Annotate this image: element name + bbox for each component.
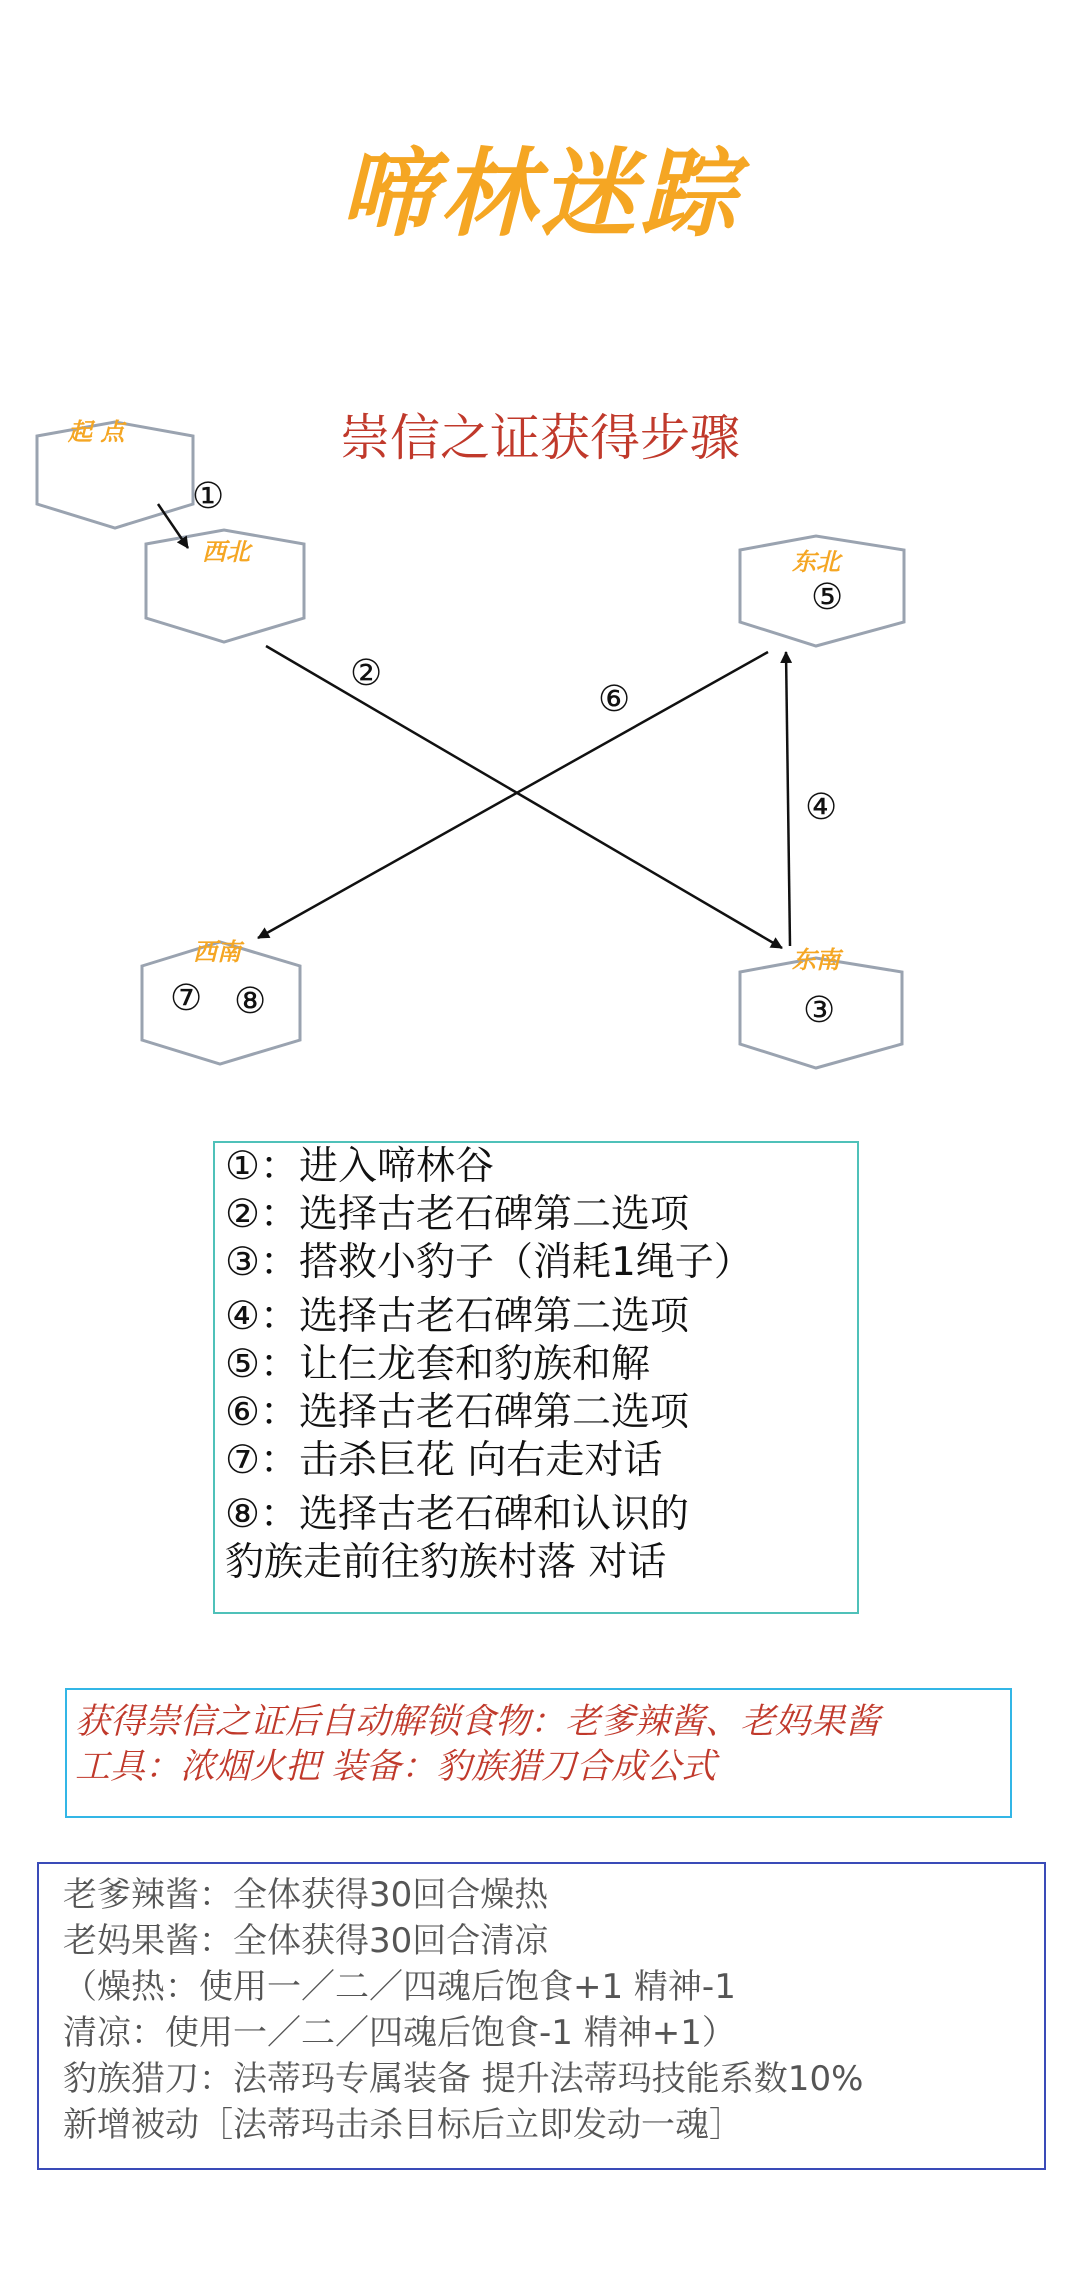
step-line-2: ②：选择古老石碑第二选项 <box>225 1192 689 1237</box>
step-line-4: ④：选择古老石碑第二选项 <box>225 1294 689 1339</box>
step-line-6: ⑥：选择古老石碑第二选项 <box>225 1390 689 1435</box>
effects-box <box>37 1862 1046 2170</box>
step-number-8: ⑧ <box>234 981 267 1022</box>
node-label-start: 起 点 <box>68 418 125 446</box>
effect-line-3: （燥热：使用一／二／四魂后饱食+1 精神-1 <box>63 1967 736 2007</box>
step-line-5: ⑤：让仨龙套和豹族和解 <box>225 1342 650 1387</box>
effect-line-5: 豹族猎刀：法蒂玛专属装备 提升法蒂玛技能系数10% <box>63 2059 864 2099</box>
effect-line-1: 老爹辣酱：全体获得30回合燥热 <box>63 1875 549 1915</box>
step-number-6: ⑥ <box>598 679 631 720</box>
step-line-8-cont: 豹族走前往豹族村落 对话 <box>225 1540 667 1585</box>
step-number-1: ① <box>192 476 225 517</box>
arrow-southeast-to-northeast <box>786 652 790 946</box>
arrow-northwest-to-southeast <box>266 646 782 948</box>
effect-line-2: 老妈果酱：全体获得30回合清凉 <box>63 1921 549 1961</box>
unlock-info-box <box>65 1688 1012 1818</box>
page-subtitle: 崇信之证获得步骤 <box>340 409 740 467</box>
step-number-5: ⑤ <box>811 577 844 618</box>
step-line-1: ①：进入啼林谷 <box>225 1144 494 1189</box>
node-label-northwest: 西北 <box>202 538 250 566</box>
step-number-7: ⑦ <box>170 978 203 1019</box>
step-number-3: ③ <box>803 990 836 1031</box>
step-line-7: ⑦：击杀巨花 向右走对话 <box>225 1438 663 1483</box>
node-label-southeast: 东南 <box>792 946 840 974</box>
unlock-line-2: 工具：浓烟火把 装备：豹族猎刀合成公式 <box>75 1747 717 1787</box>
effect-line-6: 新增被动［法蒂玛击杀目标后立即发动一魂］ <box>63 2105 743 2145</box>
step-line-3: ③：搭救小豹子（消耗1绳子） <box>225 1240 753 1285</box>
node-label-northeast: 东北 <box>792 548 840 576</box>
node-label-southwest: 西南 <box>193 938 241 966</box>
effect-line-4: 清凉：使用一／二／四魂后饱食-1 精神+1） <box>63 2013 736 2053</box>
route-diagram <box>0 400 1080 1100</box>
steps-list <box>213 1141 859 1614</box>
unlock-line-1: 获得崇信之证后自动解锁食物：老爹辣酱、老妈果酱 <box>75 1702 881 1742</box>
step-line-8: ⑧：选择古老石碑和认识的 <box>225 1492 689 1537</box>
page-title: 啼林迷踪 <box>340 138 740 250</box>
step-number-2: ② <box>350 653 383 694</box>
step-number-4: ④ <box>805 787 838 828</box>
